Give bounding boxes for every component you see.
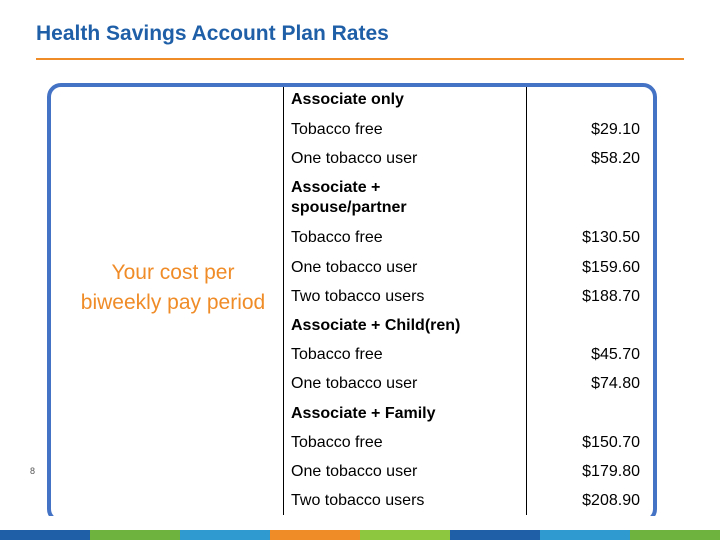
- group-heading-associate-spouse: Associate + spouse/partner: [291, 179, 407, 216]
- page-number: 8: [30, 466, 36, 476]
- rate-label: One tobacco user: [291, 463, 418, 480]
- rate-label: Two tobacco users: [291, 288, 425, 305]
- footer-bar-segment: [450, 530, 541, 540]
- footer-bar-segment: [540, 530, 631, 540]
- rate-amount: $188.70: [582, 288, 640, 305]
- rate-amount: $179.80: [582, 463, 640, 480]
- group-heading-associate-family: Associate + Family: [291, 405, 436, 422]
- rate-label: Two tobacco users: [291, 492, 425, 509]
- rate-amount: $58.20: [591, 150, 640, 167]
- footer-bar-segment: [0, 530, 91, 540]
- footer-mask: [0, 516, 720, 530]
- page-title: Health Savings Account Plan Rates: [36, 22, 389, 45]
- rate-amount: $159.60: [582, 259, 640, 276]
- rate-amount: $130.50: [582, 229, 640, 246]
- rate-amount: $208.90: [582, 492, 640, 509]
- footer-bar-segment: [90, 530, 181, 540]
- footer-bar-segment: [360, 530, 451, 540]
- rate-amount: $150.70: [582, 434, 640, 451]
- rate-label: Tobacco free: [291, 434, 383, 451]
- rate-label: One tobacco user: [291, 150, 418, 167]
- group-heading-associate-children: Associate + Child(ren): [291, 317, 461, 334]
- footer-bar-segment: [180, 530, 271, 540]
- rate-label: Tobacco free: [291, 346, 383, 363]
- rate-label: One tobacco user: [291, 375, 418, 392]
- column-divider-right: [526, 87, 527, 515]
- rate-amount: $74.80: [591, 375, 640, 392]
- footer-color-bar: [0, 516, 720, 540]
- title-divider: [36, 58, 684, 60]
- rate-amount: $29.10: [591, 121, 640, 138]
- group-heading-associate-only: Associate only: [291, 91, 404, 108]
- rate-amount: $45.70: [591, 346, 640, 363]
- rate-label: Tobacco free: [291, 121, 383, 138]
- side-label: Your cost per biweekly pay period: [80, 261, 266, 314]
- footer-bar-segment: [270, 530, 361, 540]
- column-divider-left: [283, 87, 284, 515]
- rate-label: One tobacco user: [291, 259, 418, 276]
- footer-bar-segment: [630, 530, 720, 540]
- rate-label: Tobacco free: [291, 229, 383, 246]
